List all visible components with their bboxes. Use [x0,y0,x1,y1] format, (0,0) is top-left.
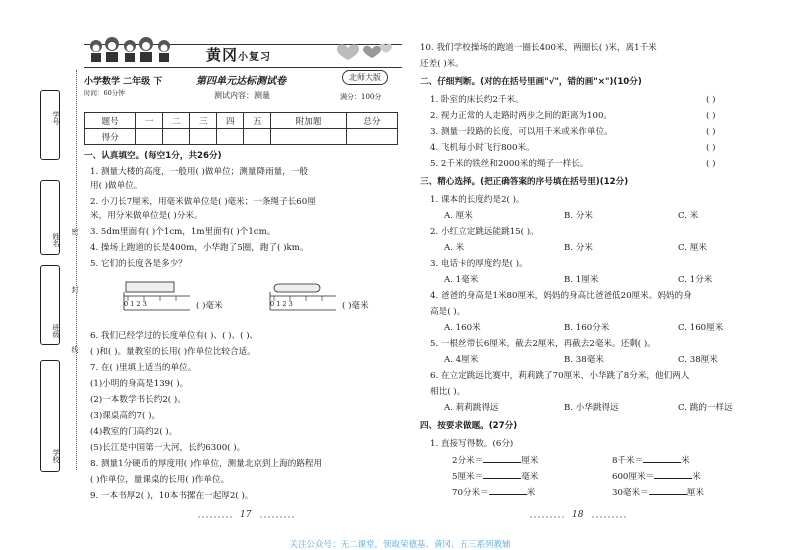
cut-mark-close: 封 [71,286,79,293]
conversion-left: 2分米＝ [452,456,484,466]
binding-box-student-id [40,90,60,160]
score-header-cell: 四 [217,113,244,129]
binding-label-student-id: 学号 [52,111,60,125]
choice-option[interactable]: B. 小华跳得远 [564,403,619,413]
subquestion-title: 1. 直接写得数。(6分) [430,439,514,449]
question-10-line-1: 10. 我们学校操场的跑道一圈长400米，两圈长( )米，离1千米 [420,43,657,53]
section-3-title: 三、精心选择。(把正确答案的序号填在括号里)(12分) [420,177,629,187]
choice-question-cont: 相比( )。 [430,387,466,397]
judge-item: 2. 视力正常的人走路时两步之间的距离为100。 [430,111,613,121]
choice-question: 2. 小红立定跳远能跳15( )。 [430,227,539,237]
conversion-item [452,454,538,467]
choice-option[interactable]: C. 38厘米 [678,355,718,365]
footer-promo-note: 关注公众号：无二课堂，领取荣德基、黄冈、五三系列教辅 [289,540,511,550]
question-line: (3)课桌高约7( )。 [90,411,161,421]
question-line: ( )作单位，量课桌的长用( )作单位。 [90,475,230,485]
score-header-cell: 题号 [85,113,136,129]
conversion-unit: 米 [681,456,690,466]
question-line: 4. 操场上跑道的长是400m，小华跑了5圈，跑了( )km。 [90,243,309,253]
conversion-left: 70分米＝ [452,488,489,498]
choice-question-cont: 高是( )。 [430,307,466,317]
binding-label-class: 班级 [52,324,60,338]
question-line: (1)小明的身高是139( )。 [90,379,189,389]
question-line: (4)教室的门高约2( )。 [90,427,178,437]
score-header-cell: 附加题 [271,113,346,129]
score-table [84,112,398,145]
binding-dotted-line [76,70,77,470]
choice-question: 4. 爸爸的身高是1米80厘米，妈妈的身高比爸爸低20厘米。妈妈的身 [430,291,692,301]
question-line: 1. 测量大楼的高度，一般用( )做单位；测量降雨量，一般 [90,167,309,177]
score-header-cell: 二 [163,113,190,129]
question-line: 6. 我们已经学过的长度单位有( )、( )、( )、 [90,331,259,341]
question-10-line-2: 还差( )米。 [420,59,464,69]
question-line: 7. 在( )里填上适当的单位。 [90,363,197,373]
choice-option[interactable]: B. 1厘米 [564,275,599,285]
page-number-right: 18 [572,510,584,520]
conversion-left: 600厘米＝ [612,472,655,482]
conversion-blank[interactable] [483,470,521,479]
binding-label-name: 姓名 [52,233,60,247]
choice-option[interactable]: B. 分米 [564,243,593,253]
conversion-blank[interactable] [654,470,692,479]
conversion-unit: 米 [692,472,701,482]
ruler-a-answer: ( )毫米 [196,301,223,311]
score-header-cell: 一 [136,113,163,129]
judge-answer-slot[interactable]: ( ) [706,143,716,153]
conversion-unit: 米 [526,488,536,498]
judge-item: 5. 2千米的铁丝和2000米的绳子一样长。 [430,159,589,169]
question-line: 8. 测量1分硬币的厚度用( )作单位，测量北京到上海的路程用 [90,459,323,469]
binding-label-school: 学校 [52,449,60,463]
judge-item: 4. 飞机每小时飞行800米。 [430,143,535,153]
score-header-cell: 五 [244,113,271,129]
judge-item: 1. 卧室的床长约2千米。 [430,95,524,105]
time-label: 时间：60分钟 [84,89,125,97]
worksheet-header [84,40,402,110]
score-cell[interactable] [136,129,163,145]
choice-option[interactable]: A. 米 [444,243,465,253]
question-line: ( )和( )。量教室的长用( )作单位比较合适。 [90,347,256,357]
test-content: 测试内容：测量 [214,91,270,100]
score-cell[interactable] [346,129,397,145]
brand-sub: 小复习 [238,52,272,63]
conversion-left: 30毫米＝ [612,488,649,498]
conversion-left: 5厘米＝ [452,472,484,482]
section-4-title: 四、按要求做题。(27分) [420,421,518,431]
choice-option[interactable]: B. 160分米 [564,323,610,333]
section-1-title: 一、认真填空。(每空1分，共26分) [84,151,222,161]
question-line: 5. 它们的长度各是多少？ [90,259,187,269]
score-table-header-row [85,113,398,129]
choice-option[interactable]: C. 厘米 [678,243,707,253]
choice-option[interactable]: A. 厘米 [444,211,473,221]
choice-question: 3. 电话卡的厚度约是( )。 [430,259,528,269]
unit-title: 第四单元达标测试卷 [196,76,286,87]
conversion-unit: 厘米 [521,456,539,466]
choice-option[interactable]: C. 米 [678,211,699,221]
cut-mark-line: 线 [71,346,79,353]
choice-option[interactable]: B. 38毫米 [564,355,604,365]
question-line: 9. 一本书厚2( )，10本书摞在一起厚2( )。 [90,491,254,501]
binding-box-school [40,360,60,472]
brand-main: 黄冈 [206,46,239,64]
binding-box-name [40,180,60,255]
binding-box-class [40,265,60,345]
choice-question: 1. 课本的长度约是2( )。 [430,195,525,205]
choice-option[interactable]: B. 分米 [564,211,593,221]
edition-badge: 北师大版 [342,70,388,85]
choice-option[interactable]: A. 莉莉跳得远 [444,403,499,413]
choice-option[interactable]: A. 1毫米 [444,275,479,285]
ruler-b-ticks: 0 1 2 3 [270,300,293,308]
conversion-item [612,470,701,483]
conversion-blank[interactable] [649,486,687,495]
conversion-unit: 毫米 [521,472,539,482]
question-line: 2. 小刀长7厘米，用毫米做单位是( )毫米；一条绳子长60厘 [90,197,316,207]
full-score: 满分：100分 [340,93,382,101]
conversion-left: 8千米＝ [612,456,644,466]
score-table-score-row [85,129,398,145]
score-header-cell: 总分 [346,113,397,129]
conversion-blank[interactable] [483,454,521,463]
ruler-b-answer: ( )毫米 [342,301,369,311]
cut-mark-seal: 密 [71,228,79,235]
brand-title [206,44,271,65]
choice-question: 6. 在立定跳远比赛中，莉莉跳了70厘米，小华跳了8分米，他们两人 [430,371,690,381]
conversion-unit: 厘米 [686,488,704,498]
binding-strip [28,60,80,480]
score-cell[interactable] [190,129,217,145]
conversion-blank[interactable] [643,454,681,463]
choice-question: 5. 一根丝带长6厘米，截去2厘米，再截去2毫米。还剩( )。 [430,339,656,349]
score-cell[interactable] [217,129,244,145]
score-header-cell: 三 [190,113,217,129]
score-row-label: 得分 [85,129,136,145]
judge-answer-slot[interactable]: ( ) [706,127,716,137]
score-cell[interactable] [271,129,346,145]
question-line: (5)长江是中国第一大河，长约6300( )。 [90,443,246,453]
section-2-title: 二、仔细判断。(对的在括号里画"√"，错的画"×")(10分) [420,77,642,87]
conversion-item [452,470,538,483]
choice-option[interactable]: A. 160米 [444,323,481,333]
choice-option[interactable]: A. 4厘米 [444,355,479,365]
choice-option[interactable]: C. 跳的一样远 [678,403,733,413]
judge-answer-slot[interactable]: ( ) [706,111,716,121]
subject-label: 小学数学 二年级 下 [84,77,163,87]
ruler-a-ticks: 0 1 2 3 [124,300,147,308]
conversion-item [612,486,704,499]
question-line: 3. 5dm里面有( )个1cm，1m里面有( )个1cm。 [90,227,276,237]
conversion-blank[interactable] [489,486,527,495]
judge-answer-slot[interactable]: ( ) [706,95,716,105]
children-illustration-icon [86,34,178,62]
score-cell[interactable] [244,129,271,145]
question-line: 米，用分米做单位是( )分米。 [90,211,203,221]
conversion-item [452,486,535,499]
judge-answer-slot[interactable]: ( ) [706,159,716,169]
question-line: 用( )做单位。 [90,181,143,191]
page-number-left: 17 [240,510,252,520]
question-line: (2)一本数学书长约2( )。 [90,395,186,405]
judge-item: 3. 测量一段路的长度，可以用千米或米作单位。 [430,127,613,137]
balloons-icon [334,42,394,64]
conversion-item [612,454,690,467]
score-cell[interactable] [163,129,190,145]
choice-option[interactable]: C. 160厘米 [678,323,724,333]
choice-option[interactable]: C. 1分米 [678,275,713,285]
